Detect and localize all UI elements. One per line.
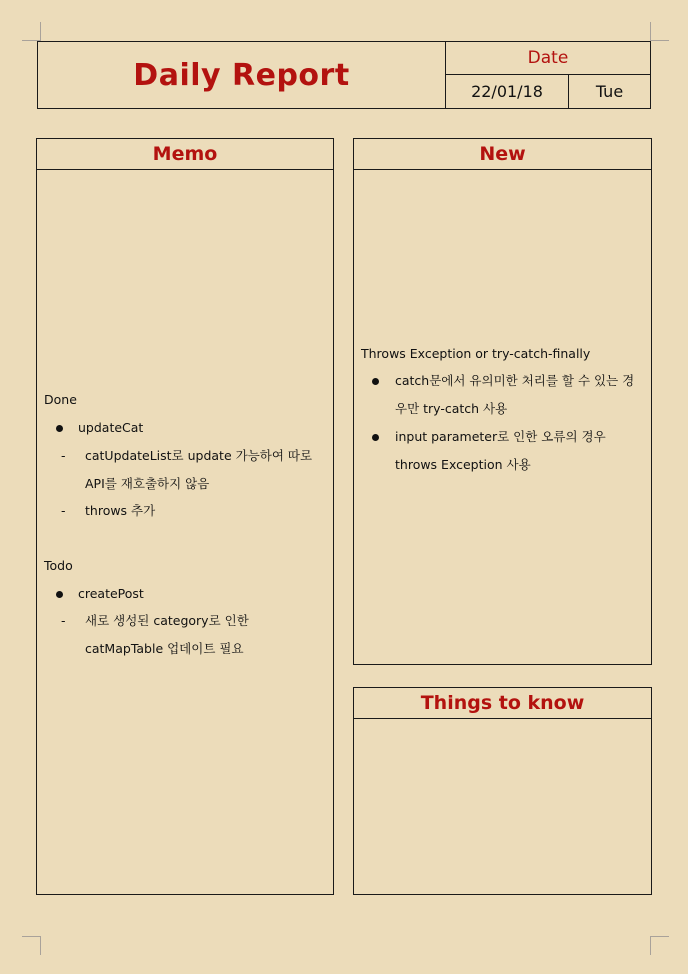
dash-marker: - xyxy=(61,503,66,518)
new-intro: Throws Exception or try-catch-finally xyxy=(361,346,591,361)
corner-mark-bottom-left xyxy=(22,936,41,955)
done-sub1-line1: catUpdateList로 update 가능하여 따로 xyxy=(85,448,313,463)
dash-marker: - xyxy=(61,613,66,628)
bullet-icon xyxy=(372,378,379,385)
done-sub1-line2: API를 재호출하지 않음 xyxy=(85,476,210,491)
todo-sub1-line2: catMapTable 업데이트 필요 xyxy=(85,641,244,656)
corner-mark-top-right xyxy=(650,22,669,41)
done-sub2: throws 추가 xyxy=(85,503,156,518)
todo-label: Todo xyxy=(44,558,73,573)
memo-panel xyxy=(36,138,334,895)
todo-item: createPost xyxy=(78,586,144,601)
new-heading: New xyxy=(354,139,651,170)
bullet-icon xyxy=(56,425,63,432)
bullet-icon xyxy=(372,434,379,441)
done-item: updateCat xyxy=(78,420,144,435)
memo-heading: Memo xyxy=(37,139,333,170)
dash-marker: - xyxy=(61,448,66,463)
new-item1-line2: 우만 try-catch 사용 xyxy=(395,401,508,416)
report-header xyxy=(37,41,651,109)
new-item2-line1: input parameter로 인한 오류의 경우 xyxy=(395,429,606,444)
corner-mark-top-left xyxy=(22,22,41,41)
title-cell xyxy=(38,42,446,108)
bullet-icon xyxy=(56,591,63,598)
things-to-know-heading: Things to know xyxy=(354,688,651,719)
things-to-know-panel xyxy=(353,687,652,895)
corner-mark-bottom-right xyxy=(650,936,669,955)
todo-sub1-line1: 새로 생성된 category로 인한 xyxy=(85,613,249,628)
new-item1-line1: catch문에서 유의미한 처리를 할 수 있는 경 xyxy=(395,373,635,388)
date-label: Date xyxy=(446,42,650,75)
new-item2-line2: throws Exception 사용 xyxy=(395,457,531,472)
done-label: Done xyxy=(44,392,77,407)
day-value: Tue xyxy=(595,82,624,101)
report-title: Daily Report xyxy=(133,57,350,93)
date-value: 22/01/18 xyxy=(446,75,569,108)
